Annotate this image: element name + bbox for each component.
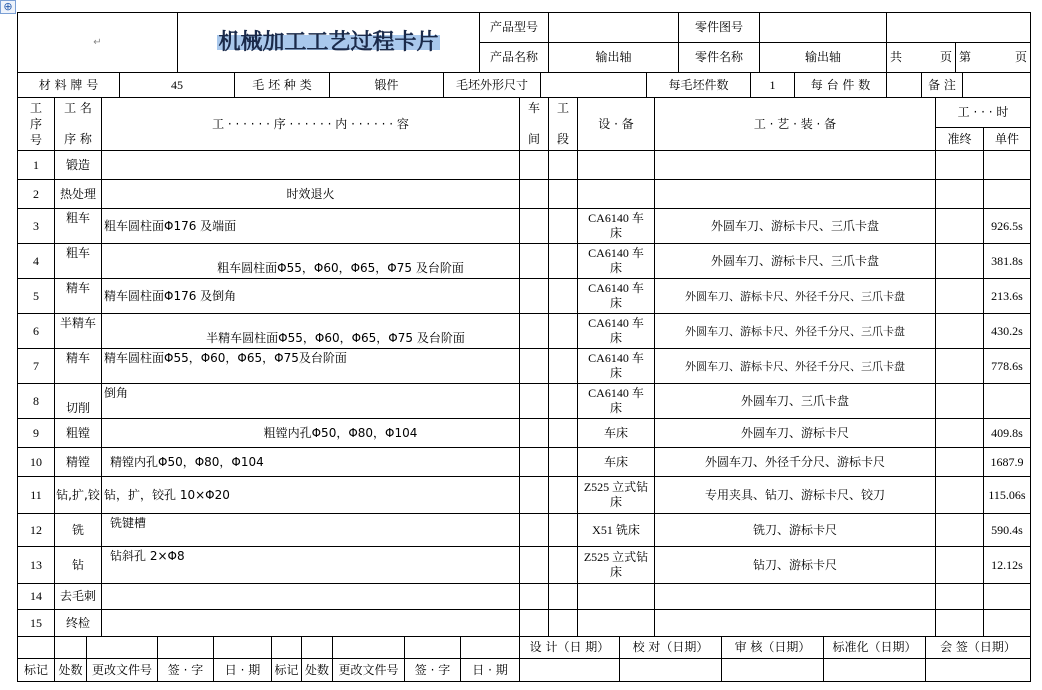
row-no: 14: [17, 583, 55, 610]
row-no: 12: [17, 513, 55, 547]
row-section[interactable]: [548, 513, 578, 547]
row-tooling[interactable]: 外圆车刀、游标卡尺、外径千分尺、三爪卡盘: [654, 313, 936, 349]
row-tooling[interactable]: [654, 609, 936, 637]
row-name[interactable]: 粗车: [54, 243, 102, 279]
revision-blank[interactable]: [460, 636, 520, 659]
row-tooling[interactable]: 外圆车刀、游标卡尺、三爪卡盘: [654, 243, 936, 279]
row-content[interactable]: [101, 150, 520, 180]
revision-blank[interactable]: [404, 636, 461, 659]
approval-check-label: 校 对（日期）: [619, 636, 722, 659]
row-name[interactable]: 精车: [54, 278, 102, 314]
row-no: 15: [17, 609, 55, 637]
row-equipment[interactable]: CA6140 车床: [577, 383, 655, 419]
material-grade-value[interactable]: 45: [119, 72, 235, 98]
row-tooling[interactable]: 外圆车刀、游标卡尺、外径千分尺、三爪卡盘: [654, 348, 936, 384]
col-time: 工 · · · 时: [935, 97, 1031, 128]
revision-blank[interactable]: [54, 636, 87, 659]
col-time-prep: 准终: [935, 127, 984, 151]
row-equipment[interactable]: Z525 立式钻床: [577, 546, 655, 584]
row-time-unit[interactable]: [983, 583, 1031, 610]
row-no: 3: [17, 208, 55, 244]
row-time-prep[interactable]: [935, 348, 984, 384]
row-name[interactable]: 半精车: [54, 313, 102, 349]
row-equipment[interactable]: CA6140 车床: [577, 243, 655, 279]
remarks-label: 备 注: [921, 72, 963, 98]
row-content[interactable]: [101, 583, 520, 610]
revision-blank[interactable]: [157, 636, 214, 659]
approval-standard-value[interactable]: [823, 658, 926, 682]
total-pages-cell[interactable]: [886, 42, 956, 73]
row-time-unit[interactable]: 213.6s: [983, 278, 1031, 314]
row-no: 1: [17, 150, 55, 180]
part-name-value[interactable]: 输出轴: [759, 42, 887, 73]
col-workshop: 车 间: [519, 97, 549, 151]
row-content[interactable]: 倒角: [101, 383, 520, 419]
row-time-unit[interactable]: 12.12s: [983, 546, 1031, 584]
row-time-unit[interactable]: [983, 609, 1031, 637]
row-section[interactable]: [548, 546, 578, 584]
row-equipment[interactable]: [577, 179, 655, 209]
row-content[interactable]: 钻斜孔 2×Φ8: [101, 546, 520, 584]
row-equipment[interactable]: CA6140 车床: [577, 348, 655, 384]
revision-label-count: 处数: [54, 658, 87, 682]
row-time-prep[interactable]: [935, 150, 984, 180]
row-no: 5: [17, 278, 55, 314]
blank-size-label: 毛坯外形尺寸: [443, 72, 541, 98]
row-equipment[interactable]: CA6140 车床: [577, 278, 655, 314]
remarks-value[interactable]: [962, 72, 1031, 98]
row-section[interactable]: [548, 447, 578, 477]
revision-label-doc: 更改文件号: [332, 658, 405, 682]
row-equipment[interactable]: [577, 583, 655, 610]
row-workshop[interactable]: [519, 609, 549, 637]
row-workshop[interactable]: [519, 208, 549, 244]
revision-label-doc: 更改文件号: [86, 658, 158, 682]
row-content[interactable]: 精镗内孔Φ50，Φ80，Φ104: [101, 447, 520, 477]
row-time-prep[interactable]: [935, 313, 984, 349]
logo-cell: ↵: [17, 12, 178, 73]
col-equipment: 设 · 备: [577, 97, 655, 151]
row-time-prep[interactable]: [935, 179, 984, 209]
row-content[interactable]: 粗镗内孔Φ50，Φ80，Φ104: [101, 418, 520, 448]
row-section[interactable]: [548, 383, 578, 419]
row-workshop[interactable]: [519, 348, 549, 384]
approval-countersign-value[interactable]: [925, 658, 1031, 682]
row-no: 10: [17, 447, 55, 477]
pieces-per-blank-value[interactable]: 1: [750, 72, 795, 98]
col-time-unit: 单件: [983, 127, 1031, 151]
row-section[interactable]: [548, 313, 578, 349]
row-equipment[interactable]: X51 铣床: [577, 513, 655, 547]
row-name[interactable]: 钻,扩,铰: [54, 476, 102, 514]
row-time-unit[interactable]: 1687.9: [983, 447, 1031, 477]
revision-label-date: 日 · 期: [460, 658, 520, 682]
approval-design-value[interactable]: [519, 658, 620, 682]
row-workshop[interactable]: [519, 447, 549, 477]
row-section[interactable]: [548, 278, 578, 314]
revision-label-count: 处数: [301, 658, 333, 682]
revision-blank[interactable]: [17, 636, 55, 659]
row-workshop[interactable]: [519, 513, 549, 547]
row-no: 13: [17, 546, 55, 584]
row-tooling[interactable]: [654, 150, 936, 180]
row-time-unit[interactable]: 115.06s: [983, 476, 1031, 514]
product-model-value[interactable]: [548, 12, 679, 43]
product-name-label: 产品名称: [479, 42, 549, 73]
row-time-prep[interactable]: [935, 278, 984, 314]
pieces-per-unit-label: 每 台 件 数: [794, 72, 887, 98]
approval-review-label: 审 核（日期）: [721, 636, 824, 659]
row-workshop[interactable]: [519, 383, 549, 419]
row-name[interactable]: 切削: [54, 383, 102, 419]
row-time-prep[interactable]: [935, 609, 984, 637]
row-tooling[interactable]: 外圆车刀、外径千分尺、游标卡尺: [654, 447, 936, 477]
row-name[interactable]: 热处理: [54, 179, 102, 209]
row-content[interactable]: 粗车圆柱面Φ176 及端面: [101, 208, 520, 244]
row-section[interactable]: [548, 348, 578, 384]
pieces-per-blank-label: 每毛坯件数: [646, 72, 751, 98]
row-no: 6: [17, 313, 55, 349]
row-equipment[interactable]: 车床: [577, 418, 655, 448]
row-tooling[interactable]: 专用夹具、钻刀、游标卡尺、铰刀: [654, 476, 936, 514]
row-name[interactable]: 精车: [54, 348, 102, 384]
row-name[interactable]: 去毛刺: [54, 583, 102, 610]
row-section[interactable]: [548, 150, 578, 180]
part-name-label: 零件名称: [678, 42, 760, 73]
row-time-unit[interactable]: 430.2s: [983, 313, 1031, 349]
header-blank-cell[interactable]: [886, 12, 1031, 43]
col-step-name: 工 名 序 称: [54, 97, 102, 151]
blank-size-value[interactable]: [540, 72, 647, 98]
row-workshop[interactable]: [519, 418, 549, 448]
row-section[interactable]: [548, 476, 578, 514]
row-content[interactable]: 精车圆柱面Φ55，Φ60，Φ65，Φ75及台阶面: [101, 348, 520, 384]
row-time-unit[interactable]: [983, 179, 1031, 209]
col-content: 工 · · · · · · 序 · · · · · · 内 · · · · · · 容: [101, 97, 520, 151]
revision-label-mark: 标记: [17, 658, 55, 682]
row-name[interactable]: 铣: [54, 513, 102, 547]
approval-design-label: 设 计（日 期）: [519, 636, 620, 659]
row-equipment[interactable]: 车床: [577, 447, 655, 477]
blank-type-value[interactable]: 锻件: [329, 72, 444, 98]
revision-blank[interactable]: [271, 636, 302, 659]
row-time-unit[interactable]: 590.4s: [983, 513, 1031, 547]
row-section[interactable]: [548, 583, 578, 610]
row-time-unit[interactable]: 778.6s: [983, 348, 1031, 384]
row-name[interactable]: 粗镗: [54, 418, 102, 448]
row-no: 4: [17, 243, 55, 279]
row-name[interactable]: 粗车: [54, 208, 102, 244]
row-section[interactable]: [548, 418, 578, 448]
row-time-unit[interactable]: 409.8s: [983, 418, 1031, 448]
row-tooling[interactable]: 外圆车刀、游标卡尺、三爪卡盘: [654, 208, 936, 244]
row-tooling[interactable]: 铣刀、游标卡尺: [654, 513, 936, 547]
row-content[interactable]: 铣键槽: [101, 513, 520, 547]
col-step-no: 工 序 号: [17, 97, 55, 151]
row-section[interactable]: [548, 179, 578, 209]
row-content[interactable]: 粗车圆柱面Φ55，Φ60，Φ65，Φ75 及台阶面: [101, 243, 520, 279]
revision-label-mark: 标记: [271, 658, 302, 682]
col-tooling: 工 · 艺 · 装 · 备: [654, 97, 936, 151]
row-equipment[interactable]: CA6140 车床: [577, 208, 655, 244]
row-tooling[interactable]: 外圆车刀、游标卡尺、外径千分尺、三爪卡盘: [654, 278, 936, 314]
row-equipment[interactable]: [577, 150, 655, 180]
row-tooling[interactable]: 钻刀、游标卡尺: [654, 546, 936, 584]
row-workshop[interactable]: [519, 313, 549, 349]
row-time-prep[interactable]: [935, 476, 984, 514]
approval-check-value[interactable]: [619, 658, 722, 682]
row-time-prep[interactable]: [935, 418, 984, 448]
row-workshop[interactable]: [519, 278, 549, 314]
row-name[interactable]: 终检: [54, 609, 102, 637]
total-pages-suffix: 页: [939, 50, 952, 64]
row-content[interactable]: 半精车圆柱面Φ55，Φ60，Φ65，Φ75 及台阶面: [101, 313, 520, 349]
product-model-label: 产品型号: [479, 12, 549, 43]
approval-countersign-label: 会 签（日期）: [925, 636, 1031, 659]
page-no-cell[interactable]: [955, 42, 1031, 73]
page-no-suffix: 页: [1014, 50, 1027, 64]
table-move-handle-icon[interactable]: ⊕: [0, 0, 16, 14]
row-time-prep[interactable]: [935, 513, 984, 547]
row-equipment[interactable]: CA6140 车床: [577, 313, 655, 349]
revision-blank[interactable]: [86, 636, 158, 659]
row-workshop[interactable]: [519, 583, 549, 610]
row-no: 11: [17, 476, 55, 514]
approval-standard-label: 标准化（日期）: [823, 636, 926, 659]
row-content[interactable]: 钻，扩，铰孔 10×Φ20: [101, 476, 520, 514]
total-pages-prefix: 共: [890, 50, 903, 64]
page-title: [177, 12, 480, 73]
row-workshop[interactable]: [519, 476, 549, 514]
row-name[interactable]: 钻: [54, 546, 102, 584]
row-no: 7: [17, 348, 55, 384]
row-tooling[interactable]: 外圆车刀、三爪卡盘: [654, 383, 936, 419]
row-content[interactable]: 时效退火: [101, 179, 520, 209]
row-workshop[interactable]: [519, 150, 549, 180]
row-section[interactable]: [548, 243, 578, 279]
row-time-prep[interactable]: [935, 447, 984, 477]
part-drawing-no-label: 零件图号: [678, 12, 760, 43]
row-content[interactable]: [101, 609, 520, 637]
row-time-prep[interactable]: [935, 208, 984, 244]
revision-label-sign: 签 · 字: [157, 658, 214, 682]
row-workshop[interactable]: [519, 179, 549, 209]
pieces-per-unit-value[interactable]: [886, 72, 922, 98]
blank-type-label: 毛 坯 种 类: [234, 72, 330, 98]
row-time-prep[interactable]: [935, 383, 984, 419]
row-no: 8: [17, 383, 55, 419]
row-name[interactable]: 精镗: [54, 447, 102, 477]
col-section: 工 段: [548, 97, 578, 151]
row-workshop[interactable]: [519, 546, 549, 584]
row-content[interactable]: 精车圆柱面Φ176 及倒角: [101, 278, 520, 314]
page-no-prefix: 第: [959, 50, 972, 64]
row-equipment[interactable]: [577, 609, 655, 637]
row-time-unit[interactable]: 381.8s: [983, 243, 1031, 279]
row-time-prep[interactable]: [935, 546, 984, 584]
row-no: 2: [17, 179, 55, 209]
row-tooling[interactable]: [654, 179, 936, 209]
row-no: 9: [17, 418, 55, 448]
revision-label-sign: 签 · 字: [404, 658, 461, 682]
revision-blank[interactable]: [332, 636, 405, 659]
title-text: 机械加工工艺过程卡片: [218, 29, 439, 55]
row-section[interactable]: [548, 609, 578, 637]
row-time-unit[interactable]: [983, 383, 1031, 419]
row-equipment[interactable]: Z525 立式钻床: [577, 476, 655, 514]
revision-label-date: 日 · 期: [213, 658, 272, 682]
product-name-value[interactable]: 输出轴: [548, 42, 679, 73]
revision-blank[interactable]: [213, 636, 272, 659]
row-time-prep[interactable]: [935, 583, 984, 610]
approval-review-value[interactable]: [721, 658, 824, 682]
material-grade-label: 材 料 牌 号: [17, 72, 120, 98]
row-tooling[interactable]: [654, 583, 936, 610]
row-tooling[interactable]: 外圆车刀、游标卡尺: [654, 418, 936, 448]
row-name[interactable]: 锻造: [54, 150, 102, 180]
part-drawing-no-value[interactable]: [759, 12, 887, 43]
row-time-prep[interactable]: [935, 243, 984, 279]
row-section[interactable]: [548, 208, 578, 244]
row-time-unit[interactable]: 926.5s: [983, 208, 1031, 244]
row-workshop[interactable]: [519, 243, 549, 279]
revision-blank[interactable]: [301, 636, 333, 659]
row-time-unit[interactable]: [983, 150, 1031, 180]
